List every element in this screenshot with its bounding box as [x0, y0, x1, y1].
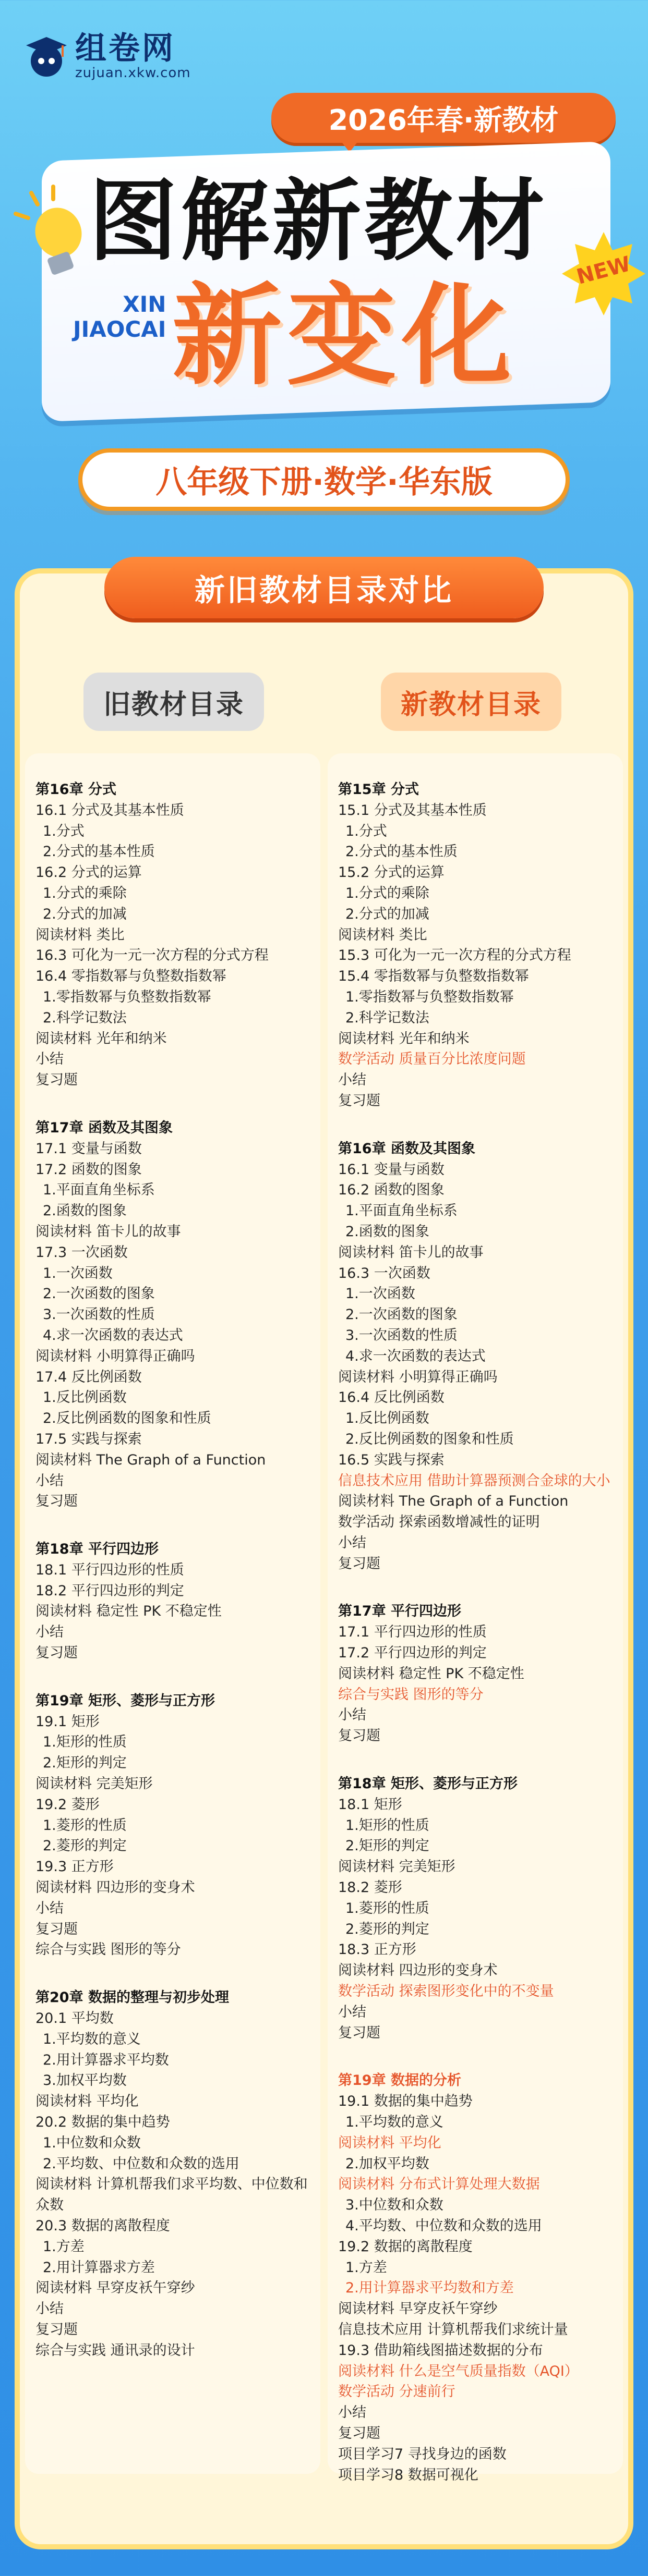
- toc-item: 19.2 菱形: [35, 1796, 100, 1813]
- toc-item: 阅读材料 四边形的变身术: [35, 1879, 195, 1896]
- toc-spacer: [35, 1512, 315, 1539]
- toc-item: 20.3 数据的离散程度: [35, 2218, 170, 2234]
- title-main: 图解新教材: [89, 170, 548, 273]
- toc-item: 复习题: [338, 1555, 380, 1572]
- toc-item: 16.5 实践与探索: [338, 1451, 445, 1468]
- toc-item: 阅读材料 什么是空气质量指数（AQI）: [338, 2363, 579, 2379]
- toc-item: 阅读材料 稳定性 PK 不稳定性: [338, 1665, 524, 1682]
- toc-item: 1.方差: [43, 2238, 85, 2255]
- toc-item: 小结: [338, 1707, 366, 1724]
- toc-item: 15.3 可化为一元一次方程的分式方程: [338, 947, 571, 964]
- toc-item: 1.分式的乘除: [345, 885, 429, 901]
- section-title: 新旧教材目录对比: [104, 557, 544, 618]
- toc-item: 阅读材料 分布式计算处理大数据: [338, 2176, 540, 2193]
- toc-spacer: [338, 2043, 618, 2070]
- toc-item: 19.1 数据的集中趋势: [338, 2093, 473, 2110]
- toc-item: 2.矩形的判定: [43, 1755, 127, 1772]
- toc-item: 19.1 矩形: [35, 1713, 100, 1730]
- season-badge: 2026年春·新教材: [271, 93, 616, 143]
- toc-spacer: [35, 1091, 315, 1118]
- toc-item: 2.函数的图象: [43, 1203, 127, 1219]
- toc-item: 1.矩形的性质: [345, 1817, 429, 1834]
- toc-item: 3.一次函数的性质: [345, 1327, 458, 1344]
- toc-item: 阅读材料 四边形的变身术: [338, 1962, 498, 1979]
- toc-item: 复习题: [35, 1645, 78, 1662]
- toc-item: 小结: [35, 1900, 64, 1916]
- toc-item: 阅读材料 计算机帮我们求平均数、中位数和众数: [35, 2176, 308, 2214]
- toc-item: 16.1 变量与函数: [338, 1161, 445, 1178]
- toc-item: 小结: [35, 1624, 64, 1641]
- toc-item: 复习题: [35, 2321, 78, 2338]
- toc-item: 17.4 反比例函数: [35, 1369, 142, 1385]
- toc-spacer: [338, 1574, 618, 1601]
- toc-item: 17.1 变量与函数: [35, 1140, 142, 1157]
- toc-item: 阅读材料 The Graph of a Function: [338, 1493, 569, 1510]
- toc-item: 数学活动 探索图形变化中的不变量: [338, 1983, 554, 2000]
- lightbulb-icon: [10, 182, 94, 282]
- logo-title: 组卷网: [75, 30, 175, 67]
- toc-item: 2.一次函数的图象: [345, 1307, 458, 1323]
- toc-item: 18.2 菱形: [338, 1879, 402, 1896]
- toc-item: 16.3 一次函数: [338, 1265, 430, 1281]
- toc-item: 19.3 正方形: [35, 1859, 114, 1875]
- toc-item: 4.平均数、中位数和众数的选用: [345, 2218, 542, 2234]
- toc-item: 20.2 数据的集中趋势: [35, 2114, 170, 2131]
- toc-item: 2.科学记数法: [43, 1009, 127, 1026]
- side-text: XIN JIAOCAI: [73, 291, 166, 342]
- toc-item: 数学活动 质量百分比浓度问题: [338, 1051, 526, 1068]
- toc-item: 4.求一次函数的表达式: [43, 1327, 183, 1344]
- toc-item: 2.菱形的判定: [43, 1838, 127, 1854]
- toc-item: 16.2 分式的运算: [35, 864, 142, 881]
- toc-item: 2.用计算器求平均数和方差: [345, 2280, 514, 2297]
- toc-item: 15.2 分式的运算: [338, 864, 445, 881]
- logo[interactable]: [25, 25, 191, 88]
- toc-item: 18.1 矩形: [338, 1796, 402, 1813]
- toc-item: 2.反比例函数的图象和性质: [43, 1410, 211, 1427]
- toc-chapter: 第16章 函数及其图象: [338, 1140, 475, 1157]
- toc-item: 小结: [35, 2301, 64, 2317]
- toc-item: 19.3 借助箱线图描述数据的分布: [338, 2342, 543, 2359]
- toc-item: 1.矩形的性质: [43, 1734, 127, 1751]
- toc-chapter: 第15章 分式: [338, 782, 419, 798]
- toc-item: 阅读材料 The Graph of a Function: [35, 1451, 266, 1468]
- toc-item: 4.求一次函数的表达式: [345, 1348, 486, 1364]
- toc-chapter: 第17章 平行四边形: [338, 1603, 461, 1620]
- toc-item: 阅读材料 早穿皮袄午穿纱: [338, 2301, 498, 2317]
- toc-item: 综合与实践 图形的等分: [338, 1686, 484, 1703]
- toc-item: 16.4 反比例函数: [338, 1389, 445, 1406]
- toc-item: 1.菱形的性质: [345, 1900, 429, 1916]
- toc-item: 17.2 平行四边形的判定: [338, 1645, 487, 1662]
- toc-item: 17.5 实践与探索: [35, 1431, 142, 1447]
- toc-item: 阅读材料 稳定性 PK 不稳定性: [35, 1603, 222, 1620]
- toc-item: 2.函数的图象: [345, 1223, 429, 1240]
- toc-item: 2.一次函数的图象: [43, 1286, 155, 1302]
- toc-item: 1.菱形的性质: [43, 1817, 127, 1834]
- toc-chapter: 第19章 数据的分析: [338, 2072, 461, 2089]
- toc-item: 2.科学记数法: [345, 1009, 429, 1026]
- toc-item: 阅读材料 早穿皮袄午穿纱: [35, 2280, 195, 2297]
- toc-item: 17.2 函数的图象: [35, 1161, 142, 1178]
- toc-item: 16.4 零指数幂与负整数指数幂: [35, 968, 226, 985]
- title-subtitle: 新变化: [172, 272, 517, 400]
- toc-item: 2.用计算器求平均数: [43, 2052, 169, 2068]
- toc-item: 2.平均数、中位数和众数的选用: [43, 2155, 239, 2172]
- toc-item: 数学活动 分速前行: [338, 2384, 455, 2400]
- toc-item: 复习题: [35, 1493, 78, 1510]
- toc-spacer: [338, 1747, 618, 1774]
- toc-item: 1.零指数幂与负整数指数幂: [43, 988, 211, 1005]
- toc-spacer: [35, 1664, 315, 1691]
- toc-item: 阅读材料 完美矩形: [35, 1776, 153, 1792]
- toc-item: 20.1 平均数: [35, 2010, 114, 2027]
- new-toc-list: [338, 779, 618, 2485]
- toc-chapter: 第17章 函数及其图象: [35, 1119, 173, 1136]
- toc-item: 综合与实践 通讯录的设计: [35, 2342, 195, 2359]
- toc-item: 1.零指数幂与负整数指数幂: [345, 988, 514, 1005]
- toc-item: 1.中位数和众数: [43, 2134, 141, 2151]
- toc-item: 2.分式的基本性质: [345, 844, 458, 860]
- toc-item: 阅读材料 小明算得正确吗: [35, 1348, 195, 1364]
- toc-item: 项目学习7 寻找身边的函数: [338, 2446, 507, 2462]
- grade-pill: 八年级下册·数学·华东版: [78, 448, 570, 511]
- toc-item: 2.加权平均数: [345, 2155, 429, 2172]
- toc-item: 阅读材料 平均化: [338, 2134, 441, 2151]
- new-toc-panel: [328, 753, 623, 2483]
- toc-item: 1.分式: [43, 823, 85, 839]
- toc-item: 复习题: [35, 1921, 78, 1937]
- toc-item: 阅读材料 类比: [35, 926, 125, 943]
- toc-item: 小结: [338, 2404, 366, 2421]
- toc-item: 1.分式: [345, 823, 387, 839]
- old-toc-heading: 旧教材目录: [83, 673, 264, 731]
- toc-item: 项目学习8 数据可视化: [338, 2467, 478, 2483]
- toc-chapter: 第18章 矩形、菱形与正方形: [338, 1776, 518, 1792]
- toc-item: 复习题: [35, 1072, 78, 1089]
- toc-item: 阅读材料 光年和纳米: [35, 1030, 167, 1047]
- toc-item: 数学活动 探索函数增减性的证明: [338, 1514, 540, 1531]
- toc-item: 2.分式的基本性质: [43, 844, 155, 860]
- toc-item: 阅读材料 完美矩形: [338, 1859, 455, 1875]
- toc-item: 阅读材料 笛卡儿的故事: [338, 1244, 484, 1261]
- toc-spacer: [338, 1112, 618, 1139]
- toc-chapter: 第19章 矩形、菱形与正方形: [35, 1692, 215, 1709]
- toc-item: 3.加权平均数: [43, 2072, 127, 2089]
- toc-item: 1.平面直角坐标系: [345, 1203, 458, 1219]
- toc-item: 2.菱形的判定: [345, 1921, 429, 1937]
- toc-chapter: 第20章 数据的整理与初步处理: [35, 1989, 229, 2006]
- toc-item: 1.反比例函数: [43, 1389, 127, 1406]
- toc-item: 阅读材料 类比: [338, 926, 427, 943]
- old-toc-panel: [25, 753, 320, 2474]
- toc-item: 19.2 数据的离散程度: [338, 2238, 473, 2255]
- toc-item: 阅读材料 平均化: [35, 2093, 139, 2110]
- toc-item: 2.分式的加减: [43, 906, 127, 922]
- toc-item: 2.用计算器求方差: [43, 2259, 155, 2276]
- toc-item: 2.反比例函数的图象和性质: [345, 1431, 514, 1447]
- toc-item: 1.方差: [345, 2259, 387, 2276]
- toc-item: 小结: [338, 1534, 366, 1551]
- toc-item: 阅读材料 小明算得正确吗: [338, 1369, 498, 1385]
- toc-item: 2.矩形的判定: [345, 1838, 429, 1854]
- toc-chapter: 第16章 分式: [35, 782, 116, 798]
- toc-item: 复习题: [338, 2425, 380, 2441]
- toc-item: 1.平均数的意义: [345, 2114, 443, 2131]
- toc-item: 复习题: [338, 1092, 380, 1109]
- toc-item: 小结: [338, 1072, 366, 1089]
- toc-item: 16.3 可化为一元一次方程的分式方程: [35, 947, 269, 964]
- toc-spacer: [35, 1960, 315, 1987]
- toc-chapter: 第18章 平行四边形: [35, 1541, 159, 1558]
- toc-item: 信息技术应用 计算机帮我们求统计量: [338, 2321, 568, 2338]
- toc-item: 17.3 一次函数: [35, 1244, 128, 1261]
- toc-item: 18.1 平行四边形的性质: [35, 1561, 184, 1578]
- toc-item: 1.平均数的意义: [43, 2031, 141, 2047]
- toc-item: 1.平面直角坐标系: [43, 1182, 155, 1199]
- toc-item: 小结: [338, 2004, 366, 2020]
- toc-item: 3.一次函数的性质: [43, 1307, 155, 1323]
- toc-item: 3.中位数和众数: [345, 2197, 443, 2214]
- toc-item: 信息技术应用 借助计算器预测合金球的大小: [338, 1472, 610, 1489]
- toc-item: 1.一次函数: [43, 1265, 113, 1281]
- new-toc-heading: 新教材目录: [381, 673, 561, 731]
- toc-item: 2.分式的加减: [345, 906, 429, 922]
- toc-item: 复习题: [338, 2024, 380, 2041]
- toc-item: 1.反比例函数: [345, 1410, 429, 1427]
- toc-item: 18.2 平行四边形的判定: [35, 1582, 184, 1599]
- toc-item: 15.1 分式及其基本性质: [338, 802, 487, 819]
- toc-item: 1.一次函数: [345, 1286, 415, 1302]
- toc-item: 15.4 零指数幂与负整数指数幂: [338, 968, 529, 985]
- new-badge-icon: [559, 229, 648, 318]
- toc-item: 16.2 函数的图象: [338, 1182, 445, 1199]
- toc-item: 18.3 正方形: [338, 1942, 416, 1958]
- toc-item: 阅读材料 笛卡儿的故事: [35, 1223, 181, 1240]
- toc-item: 1.分式的乘除: [43, 885, 127, 901]
- toc-item: 小结: [35, 1051, 64, 1068]
- old-toc-list: [35, 779, 315, 2361]
- toc-item: 17.1 平行四边形的性质: [338, 1624, 487, 1641]
- toc-item: 阅读材料 光年和纳米: [338, 1030, 470, 1047]
- toc-item: 16.1 分式及其基本性质: [35, 802, 184, 819]
- logo-url: zujuan.xkw.com: [75, 65, 191, 81]
- new-badge-text: NEW: [574, 252, 633, 289]
- toc-item: 小结: [35, 1472, 64, 1489]
- toc-item: 综合与实践 图形的等分: [35, 1942, 181, 1958]
- logo-graduation-cap-icon: [25, 35, 68, 78]
- toc-item: 复习题: [338, 1728, 380, 1744]
